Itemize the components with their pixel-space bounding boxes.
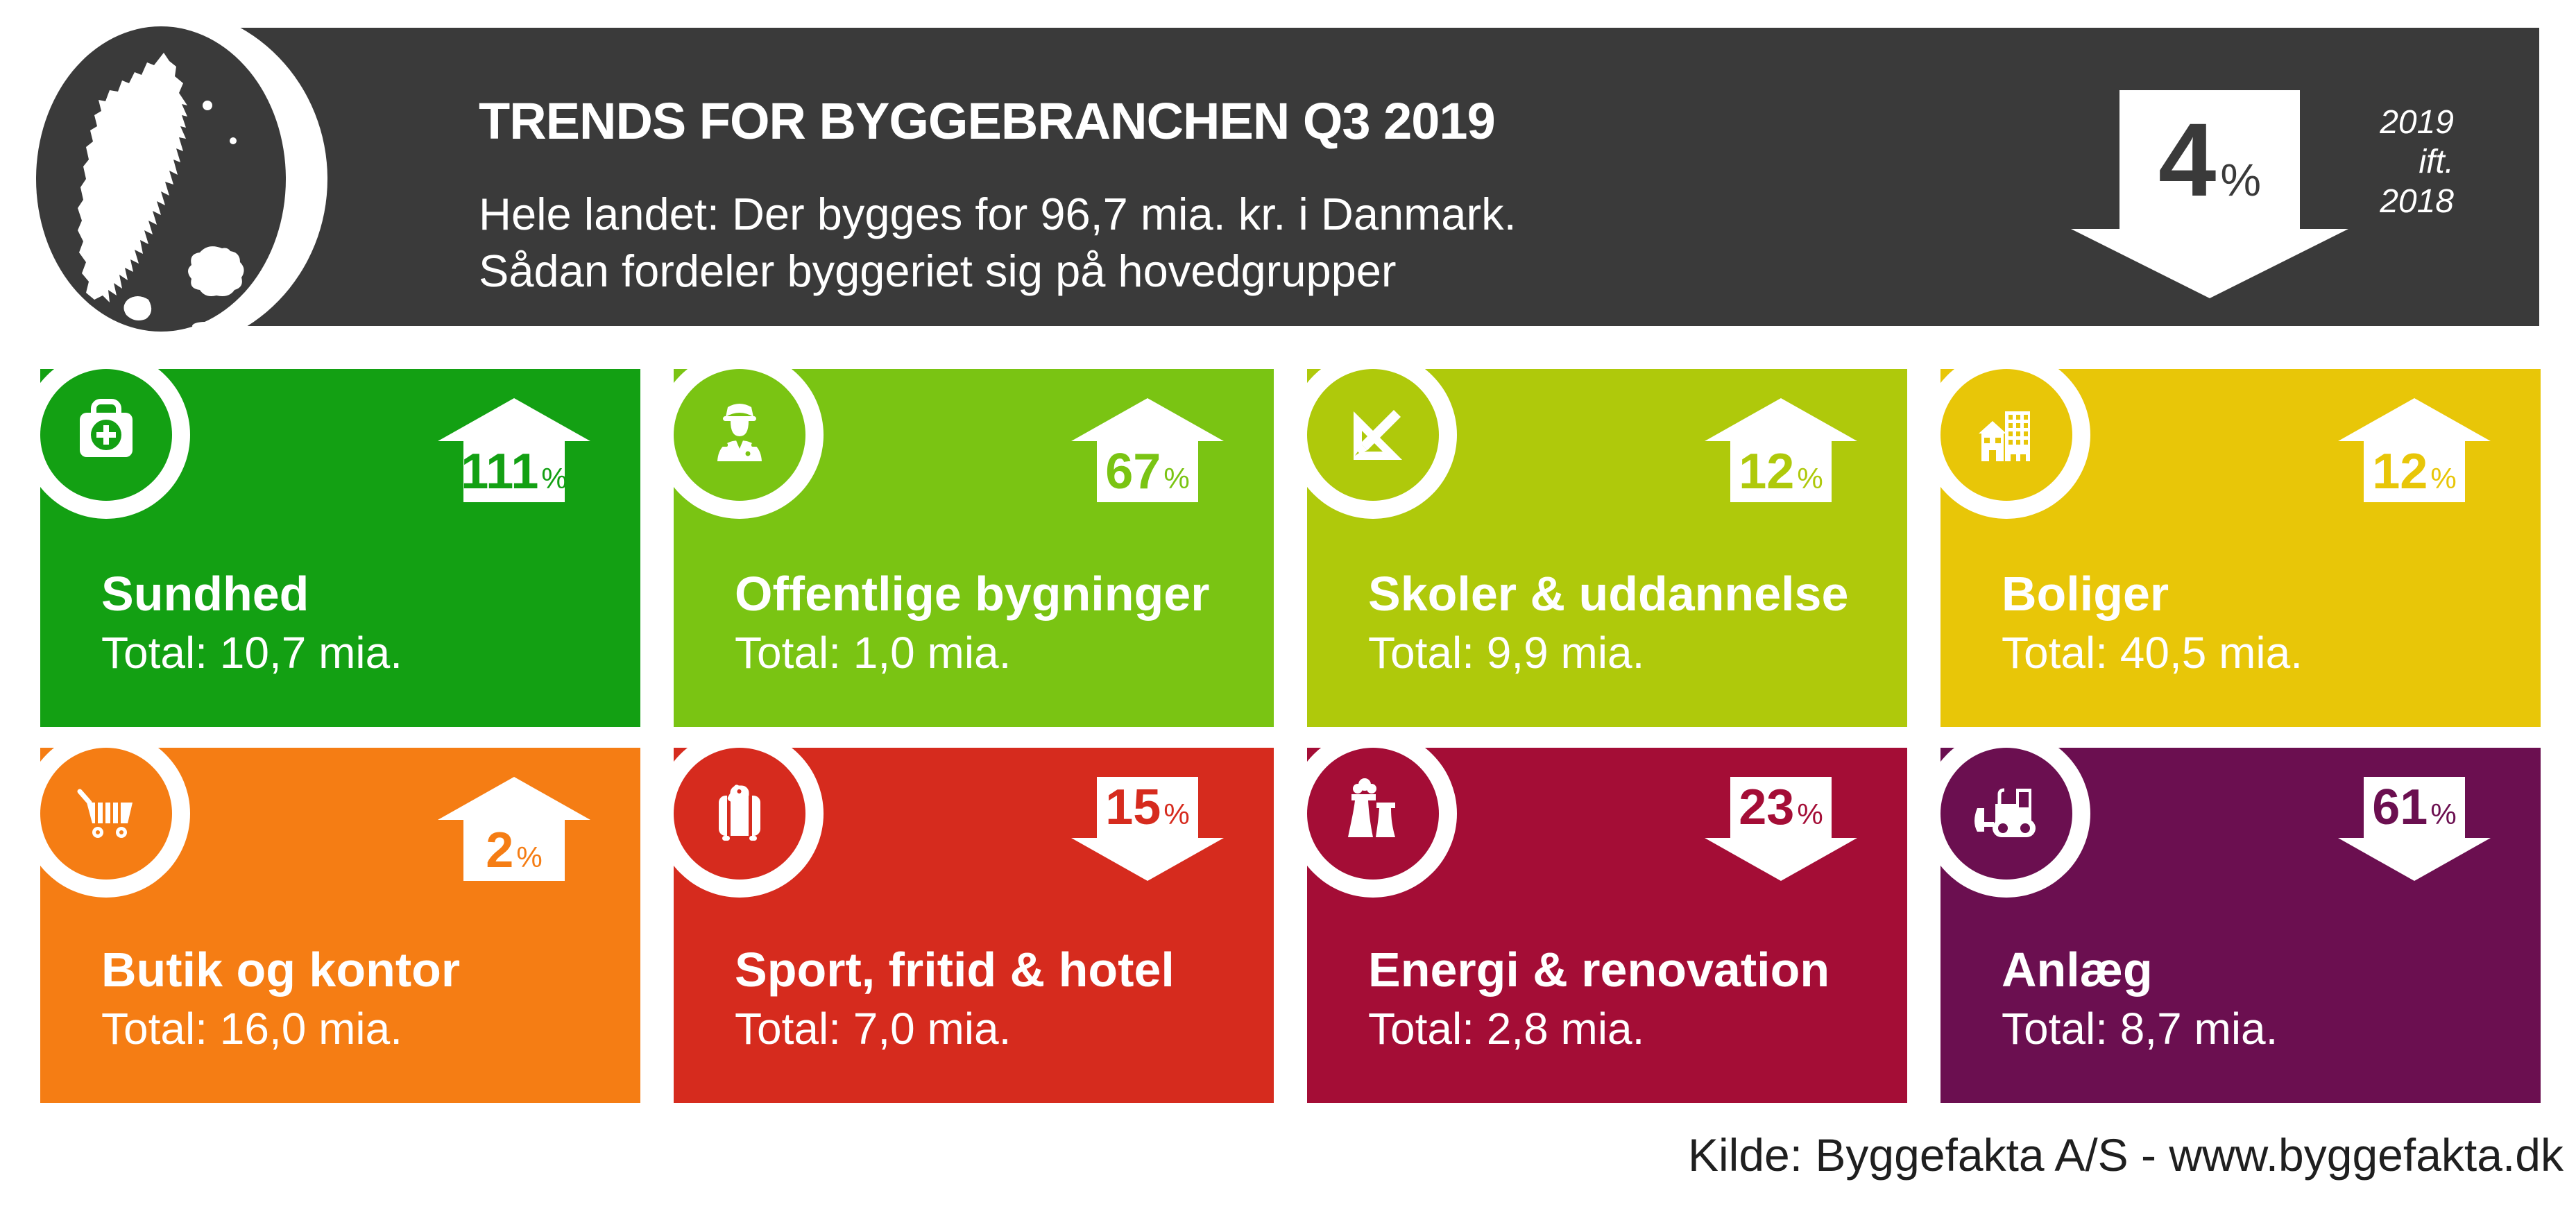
set-square-pencil-icon bbox=[1289, 351, 1457, 519]
trend-badge-down bbox=[1071, 777, 1224, 881]
card-sport-fritid-hotel bbox=[674, 748, 1274, 1103]
category-name: Butik og kontor bbox=[101, 943, 461, 997]
change-value: 111 bbox=[461, 444, 539, 499]
change-value: 12 bbox=[1739, 444, 1795, 499]
percent-sign: % bbox=[516, 841, 543, 873]
category-total: Total: 16,0 mia. bbox=[101, 1004, 402, 1054]
change-value: 2 bbox=[486, 823, 514, 878]
trend-badge-up bbox=[2338, 398, 2491, 502]
card-boliger bbox=[1940, 369, 2541, 727]
shopping-cart-icon bbox=[22, 730, 190, 898]
bulldozer-icon bbox=[1922, 730, 2090, 898]
power-plant-icon bbox=[1289, 730, 1457, 898]
card-skoler-uddannelse bbox=[1307, 369, 1907, 727]
change-value: 12 bbox=[2372, 444, 2428, 499]
percent-sign: % bbox=[1163, 462, 1190, 495]
percent-sign: % bbox=[2430, 798, 2457, 830]
percent-sign: % bbox=[1163, 798, 1190, 830]
suitcase-icon bbox=[656, 730, 824, 898]
source-credit: Kilde: Byggefakta A/S - www.byggefakta.dk bbox=[1687, 1129, 2564, 1181]
comparison-period-label: 2019 ift. 2018 bbox=[2380, 104, 2454, 220]
change-value: 61 bbox=[2372, 780, 2428, 835]
trend-badge-up bbox=[438, 398, 590, 502]
page-subtitle bbox=[479, 186, 1517, 300]
card-sundhed bbox=[40, 369, 640, 727]
page-title: TRENDS FOR BYGGEBRANCHEN Q3 2019 bbox=[479, 92, 1495, 150]
header-bar bbox=[83, 28, 2539, 326]
category-name: Sport, fritid & hotel bbox=[735, 943, 1175, 997]
percent-sign: % bbox=[2430, 462, 2457, 495]
subtitle-line-2: Sådan fordeler byggeriet sig på hovedgrupper bbox=[479, 246, 1397, 296]
trend-badge-up bbox=[438, 777, 590, 881]
trend-badge-down bbox=[2338, 777, 2491, 881]
overall-trend-percent-sign: % bbox=[2220, 154, 2262, 205]
category-name: Boliger bbox=[2002, 567, 2169, 621]
card-anlaeg bbox=[1940, 748, 2541, 1103]
trend-badge-up bbox=[1705, 398, 1857, 502]
category-total: Total: 40,5 mia. bbox=[2002, 628, 2303, 678]
category-total: Total: 7,0 mia. bbox=[735, 1004, 1012, 1054]
buildings-icon bbox=[1922, 351, 2090, 519]
percent-sign: % bbox=[541, 462, 568, 495]
trend-badge-up bbox=[1071, 398, 1224, 502]
category-name: Offentlige bygninger bbox=[735, 567, 1210, 621]
category-total: Total: 9,9 mia. bbox=[1368, 628, 1645, 678]
category-total: Total: 8,7 mia. bbox=[2002, 1004, 2278, 1054]
category-total: Total: 10,7 mia. bbox=[101, 628, 402, 678]
denmark-map-logo bbox=[0, 6, 333, 359]
overall-trend-badge bbox=[2071, 90, 2348, 298]
overall-trend-value: 4 bbox=[2158, 101, 2217, 218]
category-name: Sundhed bbox=[101, 567, 309, 621]
category-name: Energi & renovation bbox=[1368, 943, 1830, 997]
change-value: 15 bbox=[1105, 780, 1161, 835]
subtitle-line-1: Hele landet: Der bygges for 96,7 mia. kr. i Danmark. bbox=[479, 189, 1517, 239]
percent-sign: % bbox=[1797, 798, 1823, 830]
change-value: 23 bbox=[1739, 780, 1795, 835]
category-name: Skoler & uddannelse bbox=[1368, 567, 1849, 621]
percent-sign: % bbox=[1797, 462, 1823, 495]
first-aid-kit-icon bbox=[22, 351, 190, 519]
card-energi-renovation bbox=[1307, 748, 1907, 1103]
category-name: Anlæg bbox=[2002, 943, 2153, 997]
card-offentlige-bygninger bbox=[674, 369, 1274, 727]
category-total: Total: 1,0 mia. bbox=[735, 628, 1012, 678]
card-butik-og-kontor bbox=[40, 748, 640, 1103]
change-value: 67 bbox=[1105, 444, 1161, 499]
trend-badge-down bbox=[1705, 777, 1857, 881]
category-total: Total: 2,8 mia. bbox=[1368, 1004, 1645, 1054]
police-officer-icon bbox=[656, 351, 824, 519]
